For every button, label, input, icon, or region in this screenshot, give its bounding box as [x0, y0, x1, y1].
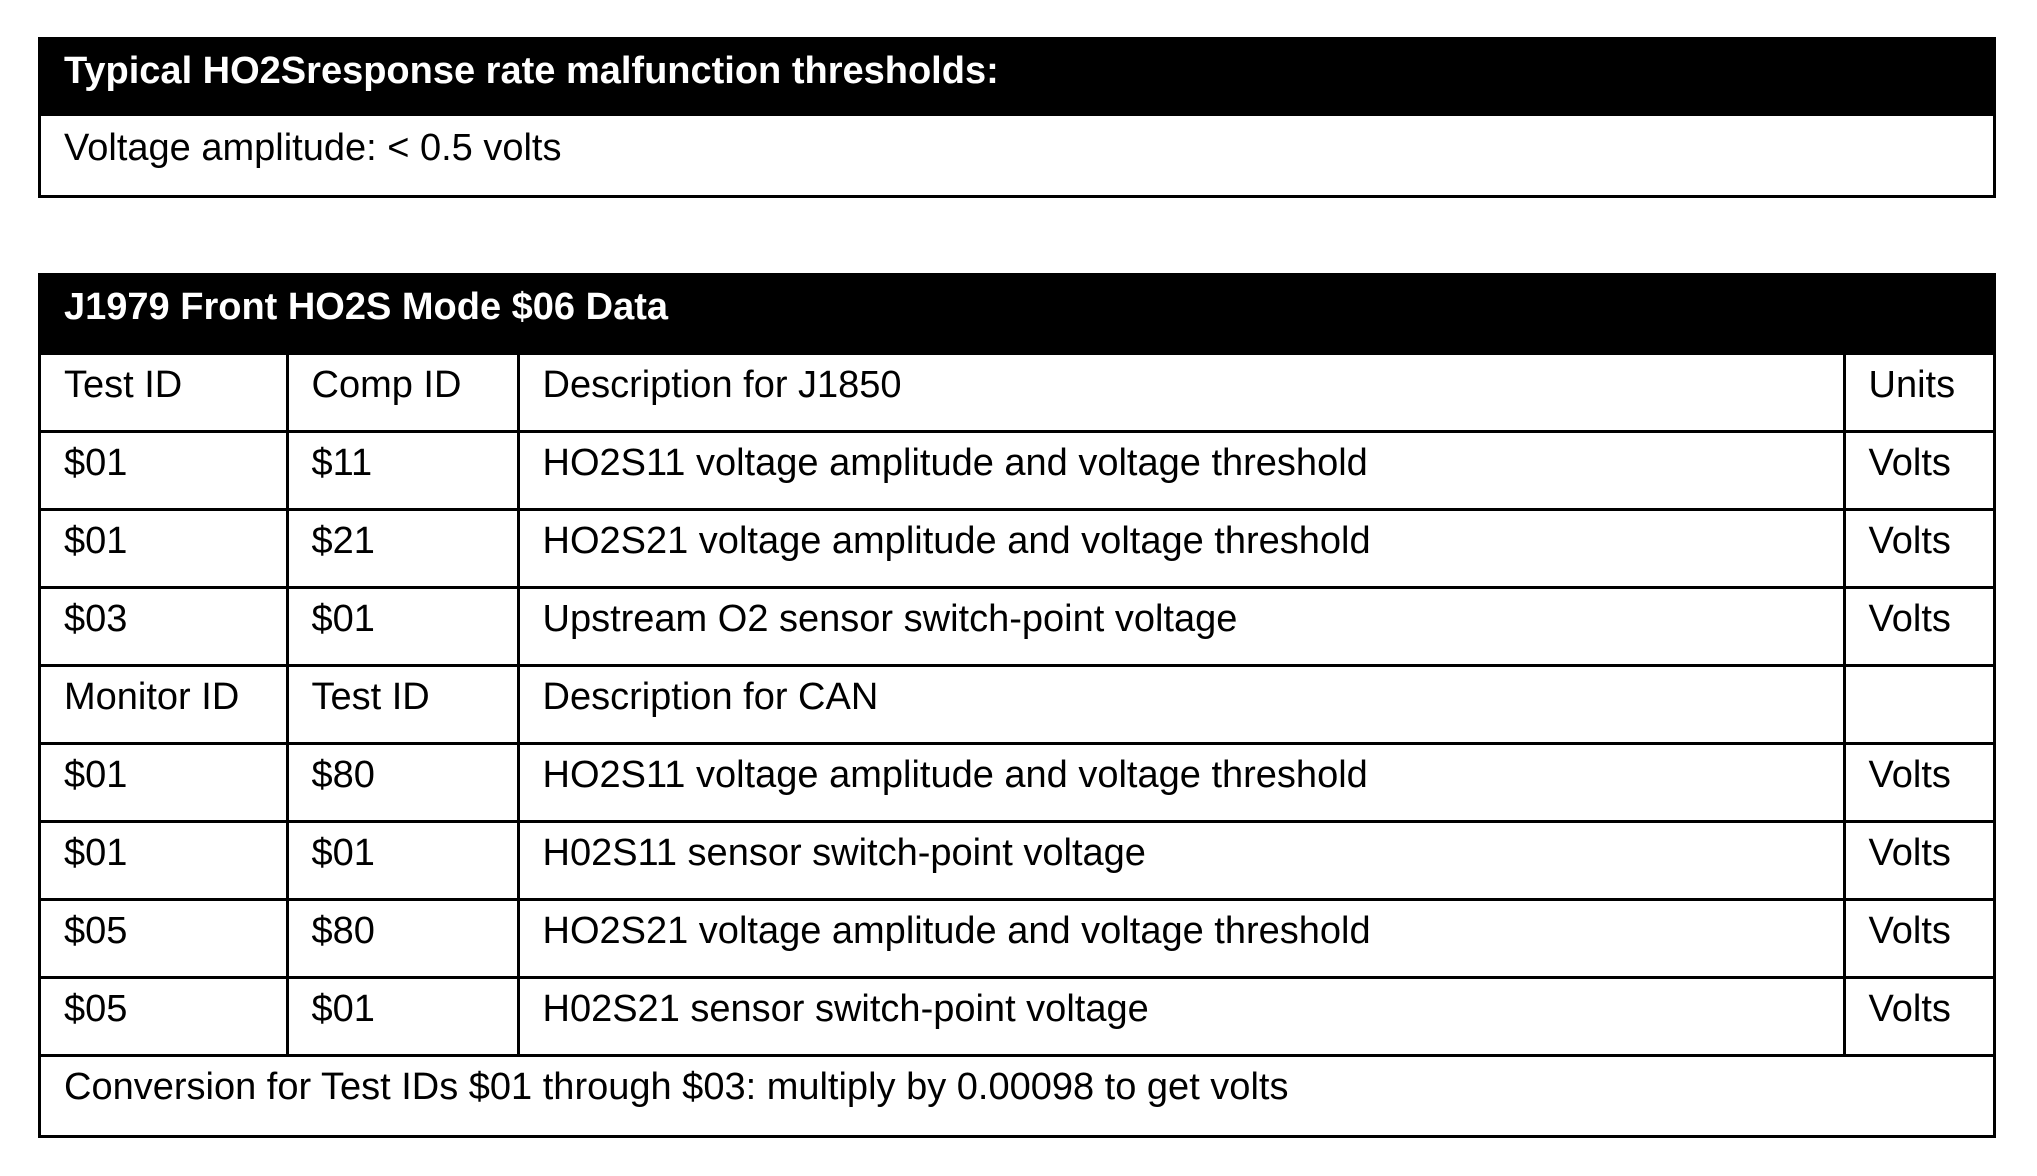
units-cell: Volts [1844, 822, 1993, 900]
test-id-cell: $01 [41, 432, 287, 510]
column-header-monitor-id: Monitor ID [41, 666, 287, 744]
description-cell: HO2S21 voltage amplitude and voltage threshold [518, 510, 1844, 588]
test-id-cell: $01 [287, 978, 518, 1056]
column-header-comp-id: Comp ID [287, 354, 518, 432]
units-cell: Volts [1844, 510, 1993, 588]
column-header-test-id: Test ID [287, 666, 518, 744]
description-cell: H02S21 sensor switch-point voltage [518, 978, 1844, 1056]
table-row [41, 432, 1993, 510]
table-footer-row [41, 1056, 1993, 1134]
threshold-table [38, 37, 1996, 198]
comp-id-cell: $11 [287, 432, 518, 510]
test-id-cell: $01 [287, 822, 518, 900]
comp-id-cell: $01 [287, 588, 518, 666]
threshold-row: Voltage amplitude: < 0.5 volts [64, 127, 562, 169]
monitor-id-cell: $01 [41, 822, 287, 900]
mode06-table-title: J1979 Front HO2S Mode $06 Data [41, 276, 1993, 352]
description-cell: Upstream O2 sensor switch-point voltage [518, 588, 1844, 666]
column-header-description: Description for J1850 [518, 354, 1844, 432]
conversion-note: Conversion for Test IDs $01 through $03: multiply by 0.00098 to get volts [41, 1056, 1993, 1134]
units-cell: Volts [1844, 588, 1993, 666]
table-row [41, 744, 1993, 822]
units-cell: Volts [1844, 432, 1993, 510]
table-row [41, 900, 1993, 978]
table-row [41, 822, 1993, 900]
units-cell: Volts [1844, 744, 1993, 822]
column-header-test-id: Test ID [41, 354, 287, 432]
table-header-row-can [41, 666, 1993, 744]
table-row [41, 510, 1993, 588]
test-id-cell: $80 [287, 744, 518, 822]
description-cell: HO2S21 voltage amplitude and voltage threshold [518, 900, 1844, 978]
column-header-units: Units [1844, 354, 1993, 432]
test-id-cell: $03 [41, 588, 287, 666]
column-header-description: Description for CAN [518, 666, 1844, 744]
mode06-grid [41, 352, 1993, 1134]
units-cell: Volts [1844, 900, 1993, 978]
column-header-units [1844, 666, 1993, 744]
test-id-cell: $80 [287, 900, 518, 978]
table-header-row-j1850 [41, 354, 1993, 432]
monitor-id-cell: $05 [41, 978, 287, 1056]
table-row [41, 978, 1993, 1056]
test-id-cell: $01 [41, 510, 287, 588]
table-row [41, 588, 1993, 666]
monitor-id-cell: $01 [41, 744, 287, 822]
mode06-table [38, 273, 1996, 1138]
description-cell: HO2S11 voltage amplitude and voltage threshold [518, 432, 1844, 510]
description-cell: HO2S11 voltage amplitude and voltage threshold [518, 744, 1844, 822]
comp-id-cell: $21 [287, 510, 518, 588]
threshold-table-title: Typical HO2Sresponse rate malfunction thresholds: [41, 40, 1993, 116]
monitor-id-cell: $05 [41, 900, 287, 978]
units-cell: Volts [1844, 978, 1993, 1056]
description-cell: H02S11 sensor switch-point voltage [518, 822, 1844, 900]
